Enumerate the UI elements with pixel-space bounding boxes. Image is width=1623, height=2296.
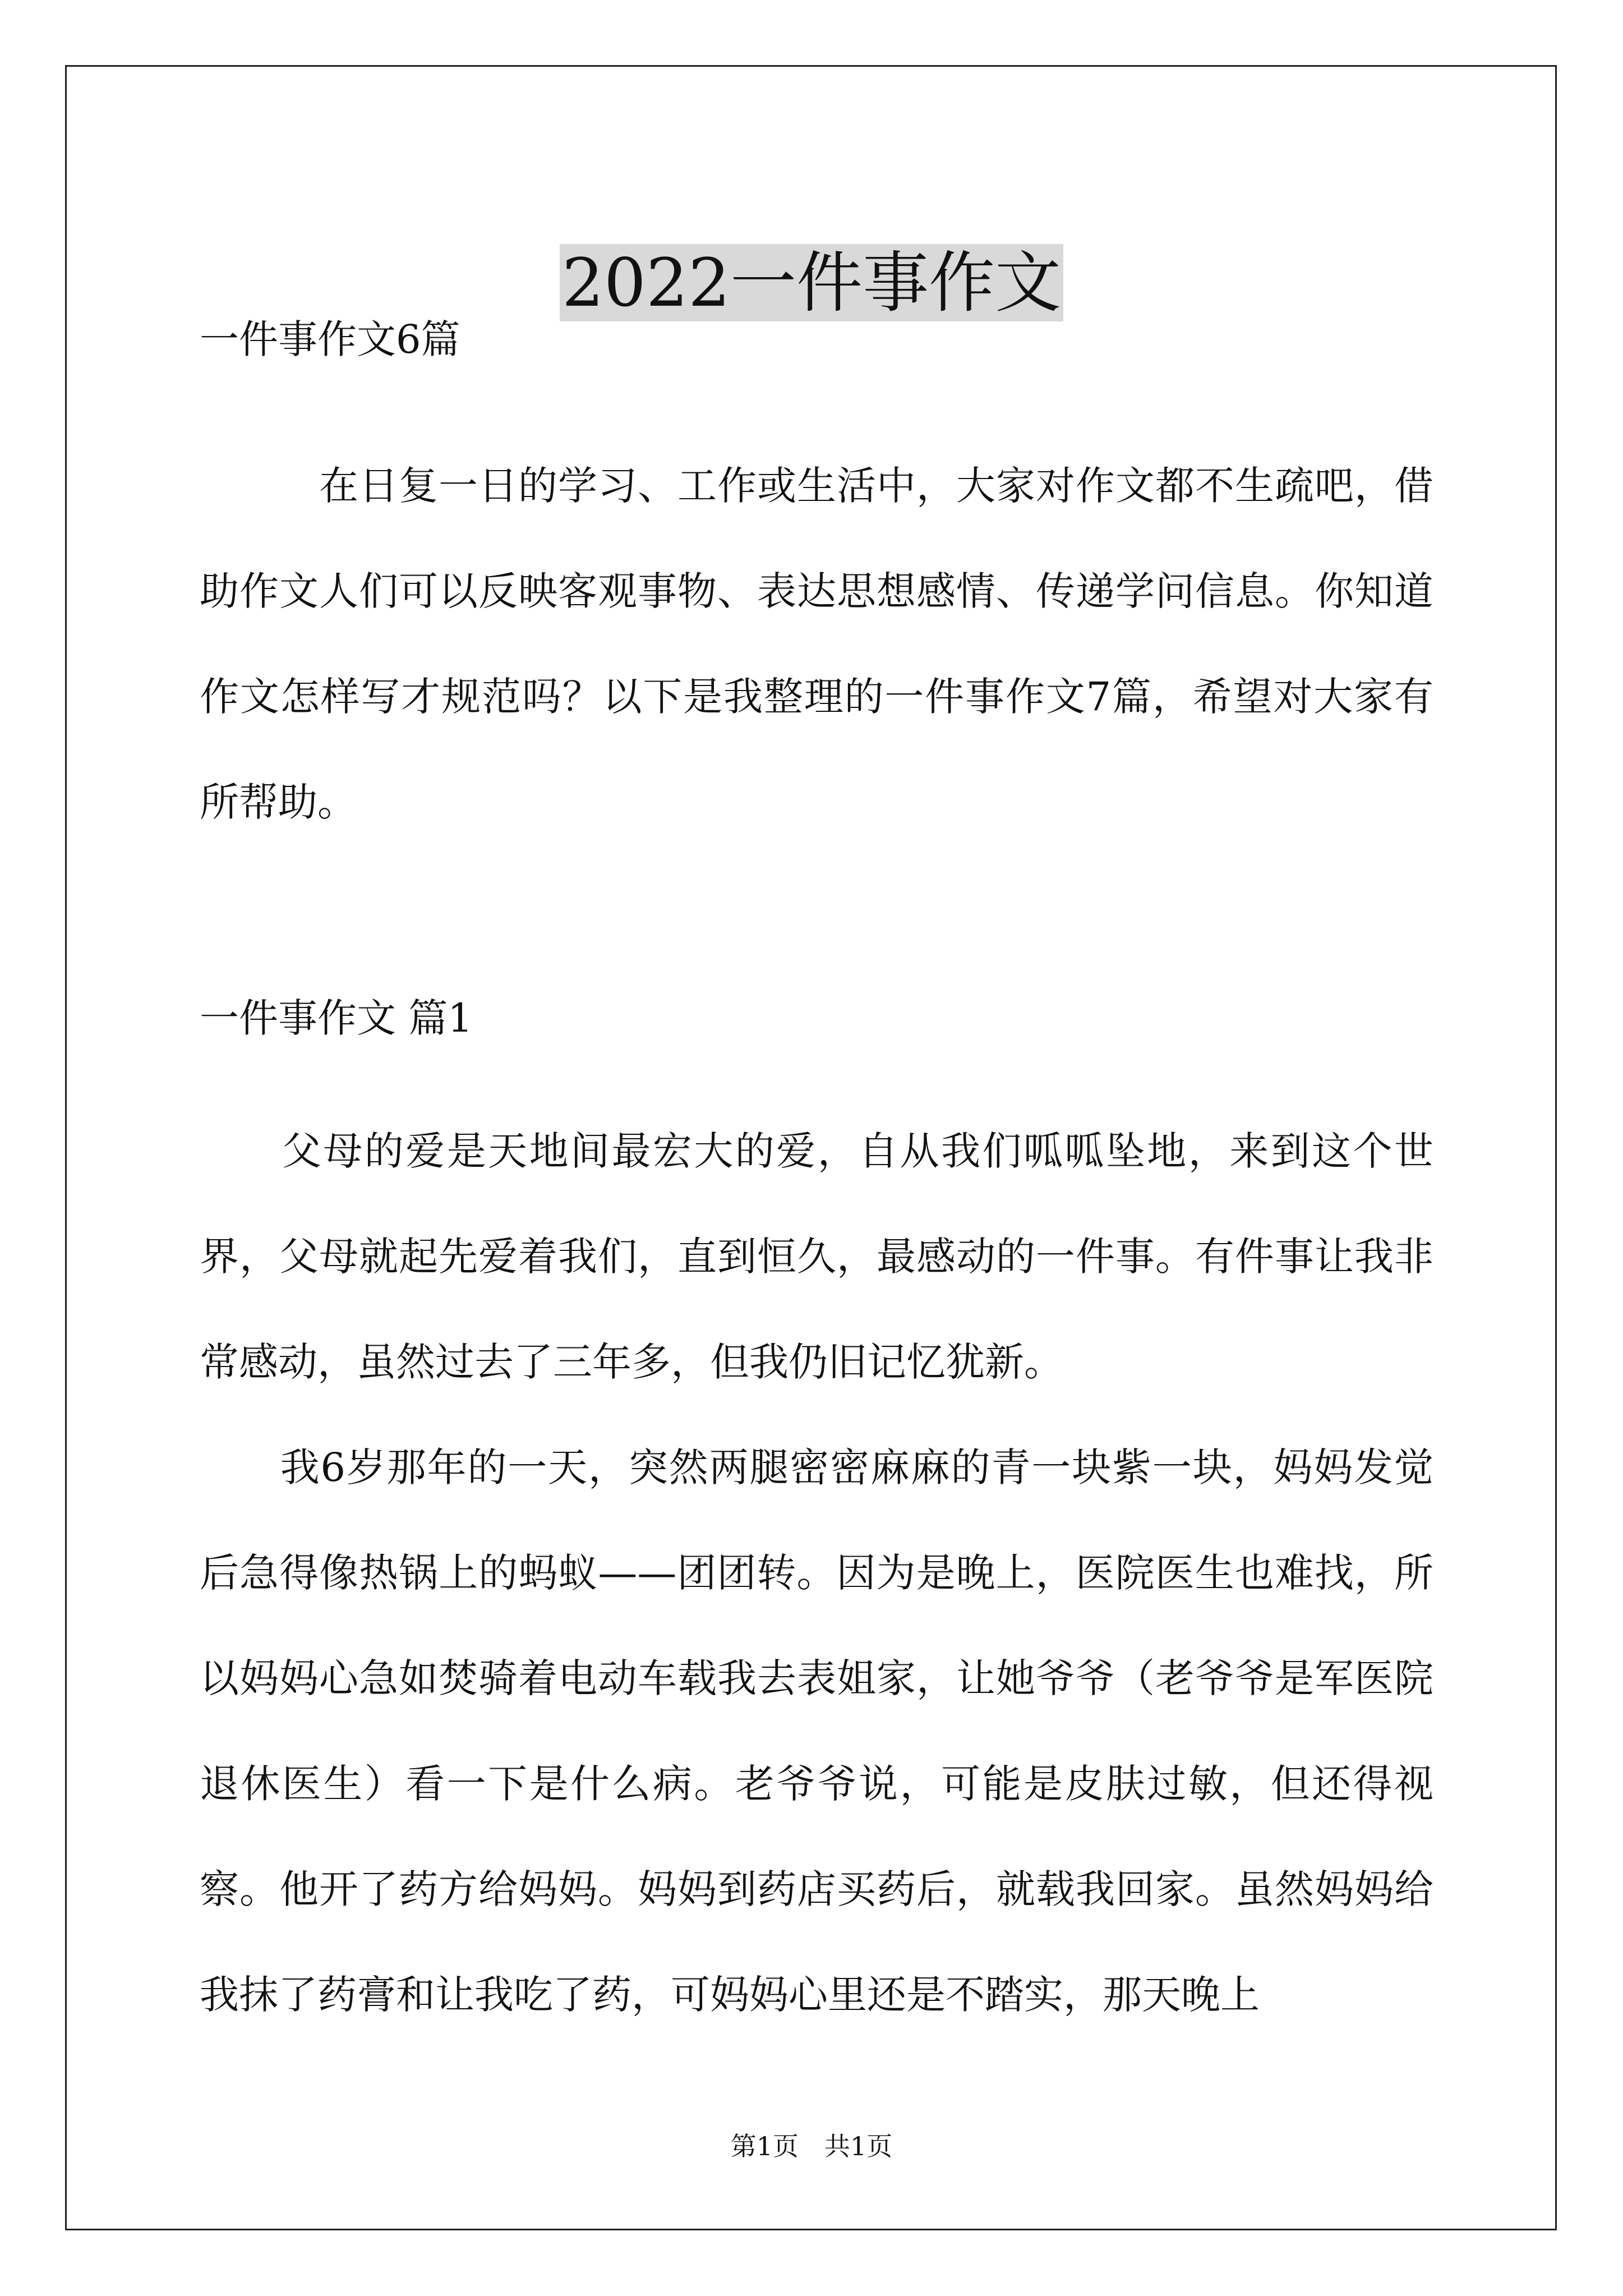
section-heading: 一件事作文 篇1 — [200, 995, 473, 1041]
document-subtitle: 一件事作文6篇 — [200, 316, 460, 362]
title-text: 2022一件事作文 — [560, 244, 1063, 321]
page-footer: 第1页 共1页 — [730, 2131, 893, 2161]
document-title — [0, 243, 1623, 322]
intro-paragraph: 在日复一日的学习、工作或生活中，大家对作文都不生疏吧，借助作文人们可以反映客观事物、表达思想感情、传递学问信息。你知道作文怎样写才规范吗？以下是我整理的一件事作文7篇，希望对大家有所帮助。 — [200, 463, 1433, 825]
body-paragraph-1: 父母的爱是天地间最宏大的爱，自从我们呱呱坠地，来到这个世界，父母就起先爱着我们，直到恒久，最感动的一件事。有件事让我非常感动，虽然过去了三年多，但我仍旧记忆犹新。 — [200, 1128, 1433, 1385]
body-paragraph-2: 我6岁那年的一天，突然两腿密密麻麻的青一块紫一块，妈妈发觉后急得像热锅上的蚂蚁——团团转。因为是晚上，医院医生也难找，所以妈妈心急如焚骑着电动车载我去表姐家，让她爷爷（老爷爷是军医院退休医生）看一下是什么病。老爷爷说，可能是皮肤过敏，但还得视察。他开了药方给妈妈。妈妈到药店买药后，就载我回家。虽然妈妈给我抹了药膏和让我吃了药，可妈妈心里还是不踏实，那天晚上 — [200, 1444, 1433, 2018]
